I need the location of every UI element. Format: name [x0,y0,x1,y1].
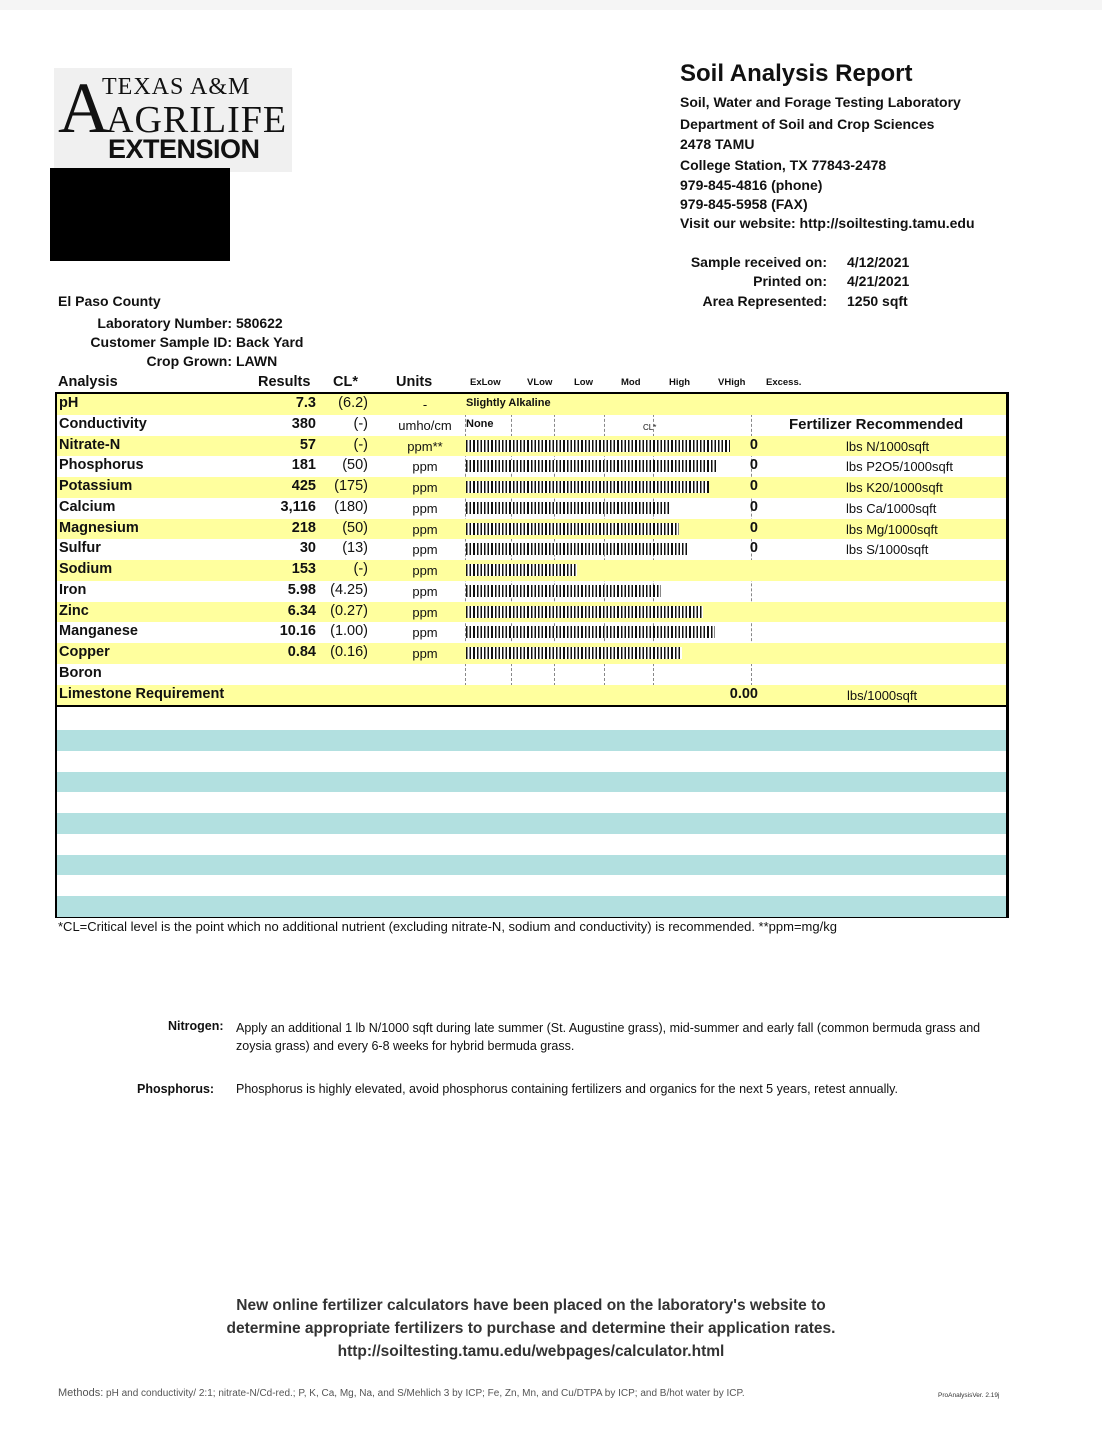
level-bar [466,626,715,638]
empty-row [57,751,1006,772]
result-value: 7.3 [295,395,316,411]
empty-row [57,772,1006,793]
table-row [57,498,1006,519]
methods-text: pH and conductivity/ 2:1; nitrate-N/Cd-red.; P, K, Ca, Mg, Na, and S/Mehlich 3 by ICP; Fe, Zn, Mn, and Cu/DTPA by ICP; and B/hot water by ICP. [106,1388,745,1399]
limestone-label: Limestone Requirement [59,685,225,702]
critical-level: (175) [334,478,368,494]
fertilizer-unit: lbs Mg/1000sqft [846,521,938,537]
analysis-name: Sodium [59,561,113,577]
methods-footer [58,1387,745,1399]
fertilizer-amount: 0 [749,436,758,453]
unit: ppm [412,480,438,495]
top-band [0,0,1102,10]
critical-level: (0.16) [330,644,368,660]
fertilizer-amount: 0 [749,519,758,536]
table-row [57,477,1006,498]
level-label: VHigh [718,377,746,388]
unit: ppm [412,646,438,661]
empty-row [57,875,1006,896]
analysis-name: Manganese [59,623,138,640]
critical-level: (6.2) [338,395,368,411]
lab-line: 979-845-4816 (phone) [680,177,823,193]
lab-number: 580622 [236,315,283,331]
level-bar [466,502,670,514]
soil-analysis-table [55,392,1009,918]
logo-line3: EXTENSION [108,134,260,164]
unit: ppm [412,542,438,558]
result-value: 218 [291,519,316,536]
limestone-unit: lbs/1000sqft [847,687,918,703]
analysis-name: Phosphorus [59,457,144,474]
unit: ppm [412,583,438,599]
level-bar [466,481,709,493]
unit: ppm [412,563,438,578]
agrilife-logo [54,68,292,172]
empty-row [57,709,1006,730]
cl-marker: CL* [643,422,657,432]
table-row [57,622,1006,643]
level-bar [466,440,730,452]
table-row [57,539,1006,560]
lab-line: College Station, TX 77843-2478 [680,157,887,173]
empty-row [57,792,1006,813]
sample-received-date: 4/12/2021 [847,254,910,270]
lab-line: Soil, Water and Forage Testing Laboratory [680,94,961,110]
critical-level: (-) [353,561,368,577]
fertilizer-amount: 0 [749,540,758,557]
critical-level: (13) [342,540,368,557]
level-bar [466,647,682,659]
result-value: 425 [291,478,316,494]
unit: ppm [412,459,438,475]
analysis-name: Iron [59,581,87,598]
county: El Paso County [58,293,161,309]
unit: - [422,397,428,412]
critical-level: (-) [353,415,368,432]
unit: ppm [412,500,438,516]
analysis-name: Nitrate-N [59,436,121,453]
table-row [57,560,1006,581]
level-bar [466,460,718,472]
result-value: 153 [291,561,316,577]
fertilizer-header: Fertilizer Recommended [789,415,964,433]
website-link[interactable]: Visit our website: http://soiltesting.tamu.edu [680,215,975,231]
logo-line1: TEXAS A&M [102,74,251,100]
table-row [57,519,1006,540]
level-bar [466,585,661,597]
lab-line: 979-845-5958 (FAX) [680,196,808,212]
calculator-link[interactable]: http://soiltesting.tamu.edu/webpages/calculator.html [337,1343,725,1360]
lab-line: Department of Soil and Crop Sciences [680,116,935,132]
lab-number-label: Laboratory Number: [97,315,232,331]
critical-level: (0.27) [330,602,368,619]
table-row [57,394,1006,415]
analysis-name: Magnesium [59,519,139,536]
result-value: 0.84 [287,644,316,660]
analysis-name: Boron [59,664,102,681]
level-bar [466,523,679,535]
crop: LAWN [236,353,278,369]
level-bar [466,606,703,618]
result-value: 181 [291,457,316,474]
level-label: High [669,377,691,388]
result-value: 10.16 [279,623,316,640]
empty-row [57,896,1006,917]
level-bar [466,543,688,555]
level-label: Mod [621,377,641,388]
phosphorus-label: Phosphorus: [137,1082,215,1096]
crop-label: Crop Grown: [146,353,232,369]
analysis-name: Conductivity [59,415,147,432]
area-value: 1250 sqft [847,293,908,309]
result-value: 6.34 [287,602,316,619]
critical-level: (1.00) [330,623,368,640]
printed-date: 4/21/2021 [847,273,910,289]
fertilizer-unit: lbs N/1000sqft [846,438,930,454]
lab-line: 2478 TAMU [680,136,755,152]
result-value: 3,116 [280,498,316,515]
ph-interpretation: Slightly Alkaline [466,397,551,409]
table-row [57,602,1006,623]
nitrogen-label: Nitrogen: [168,1019,224,1033]
result-value: 30 [299,540,316,557]
header-results: Results [258,374,311,390]
table-row [57,456,1006,477]
header-analysis: Analysis [58,374,118,390]
fertilizer-unit: lbs K20/1000sqft [846,480,943,495]
printed-label: Printed on: [753,273,827,289]
unit: ppm [412,625,438,641]
header-cl: CL* [333,374,358,390]
table-row [57,643,1006,664]
level-label: Excess. [766,377,802,388]
report-title: Soil Analysis Report [680,60,913,87]
area-label: Area Represented: [702,293,827,309]
fertilizer-amount: 0 [749,498,758,515]
analysis-name: Potassium [59,478,133,494]
analysis-name: Sulfur [59,540,101,557]
empty-row [57,813,1006,834]
table-row [57,581,1006,602]
table-row [57,436,1006,457]
unit: ppm [412,521,438,537]
result-value: 380 [291,415,316,432]
critical-level: (50) [342,457,368,474]
customer-id-label: Customer Sample ID: [90,334,232,350]
level-bar [466,564,577,576]
fertilizer-unit: lbs S/1000sqft [846,542,929,558]
table-row [57,664,1006,685]
methods-label: Methods: [58,1387,104,1399]
limestone-row [57,685,1006,708]
critical-level: (-) [353,436,368,453]
analysis-name: pH [59,395,79,411]
result-value: 57 [299,436,316,453]
fertilizer-amount: 0 [749,478,758,494]
fertilizer-amount: 0 [749,457,758,474]
analysis-name: Zinc [59,602,89,619]
table-row [57,415,1006,436]
conductivity-interpretation: None [466,417,494,430]
level-label: ExLow [470,377,501,388]
level-label: Low [574,377,593,388]
phosphorus-text: Phosphorus is highly elevated, avoid phosphorus containing fertilizers and organics for the next 5 years, retest annually. [236,1082,898,1096]
fertilizer-unit: lbs P2O5/1000sqft [846,459,953,475]
customer-id: Back Yard [236,334,304,350]
unit: ppm** [407,438,443,454]
critical-level: (50) [342,519,368,536]
critical-level: (4.25) [330,581,368,598]
version-label: ProAnalysisVer. 2.19j [938,1392,1000,1399]
promo-line1: New online fertilizer calculators have been placed on the laboratory's website to [236,1297,826,1314]
logo-a-glyph: A [58,68,110,148]
empty-row [57,730,1006,751]
cl-footnote: *CL=Critical level is the point which no additional nutrient (excluding nitrate-N, sodium and conductivity) is recommended. **ppm=mg/kg [58,919,837,934]
nitrogen-text: Apply an additional 1 lb N/1000 sqft during late summer (St. Augustine grass), mid-summer and early fall (common bermuda grass and zoysia grass) and every 6-8 weeks for hybrid bermuda grass. [236,1021,981,1053]
result-value: 5.98 [287,581,316,598]
logo-line2: AGRILIFE [106,99,288,141]
unit: ppm [412,604,438,620]
promo-line2: determine appropriate fertilizers to purchase and determine their application rates. [226,1320,836,1337]
analysis-name: Copper [59,644,110,660]
fertilizer-unit: lbs Ca/1000sqft [846,500,937,516]
level-label: VLow [527,377,553,388]
empty-row [57,855,1006,876]
redacted-block [50,168,230,261]
unit: umho/cm [398,417,452,433]
header-units: Units [396,374,433,390]
empty-row [57,834,1006,855]
limestone-value: 0.00 [729,685,758,702]
sample-received-label: Sample received on: [690,254,827,270]
analysis-name: Calcium [59,498,116,515]
critical-level: (180) [334,498,368,515]
